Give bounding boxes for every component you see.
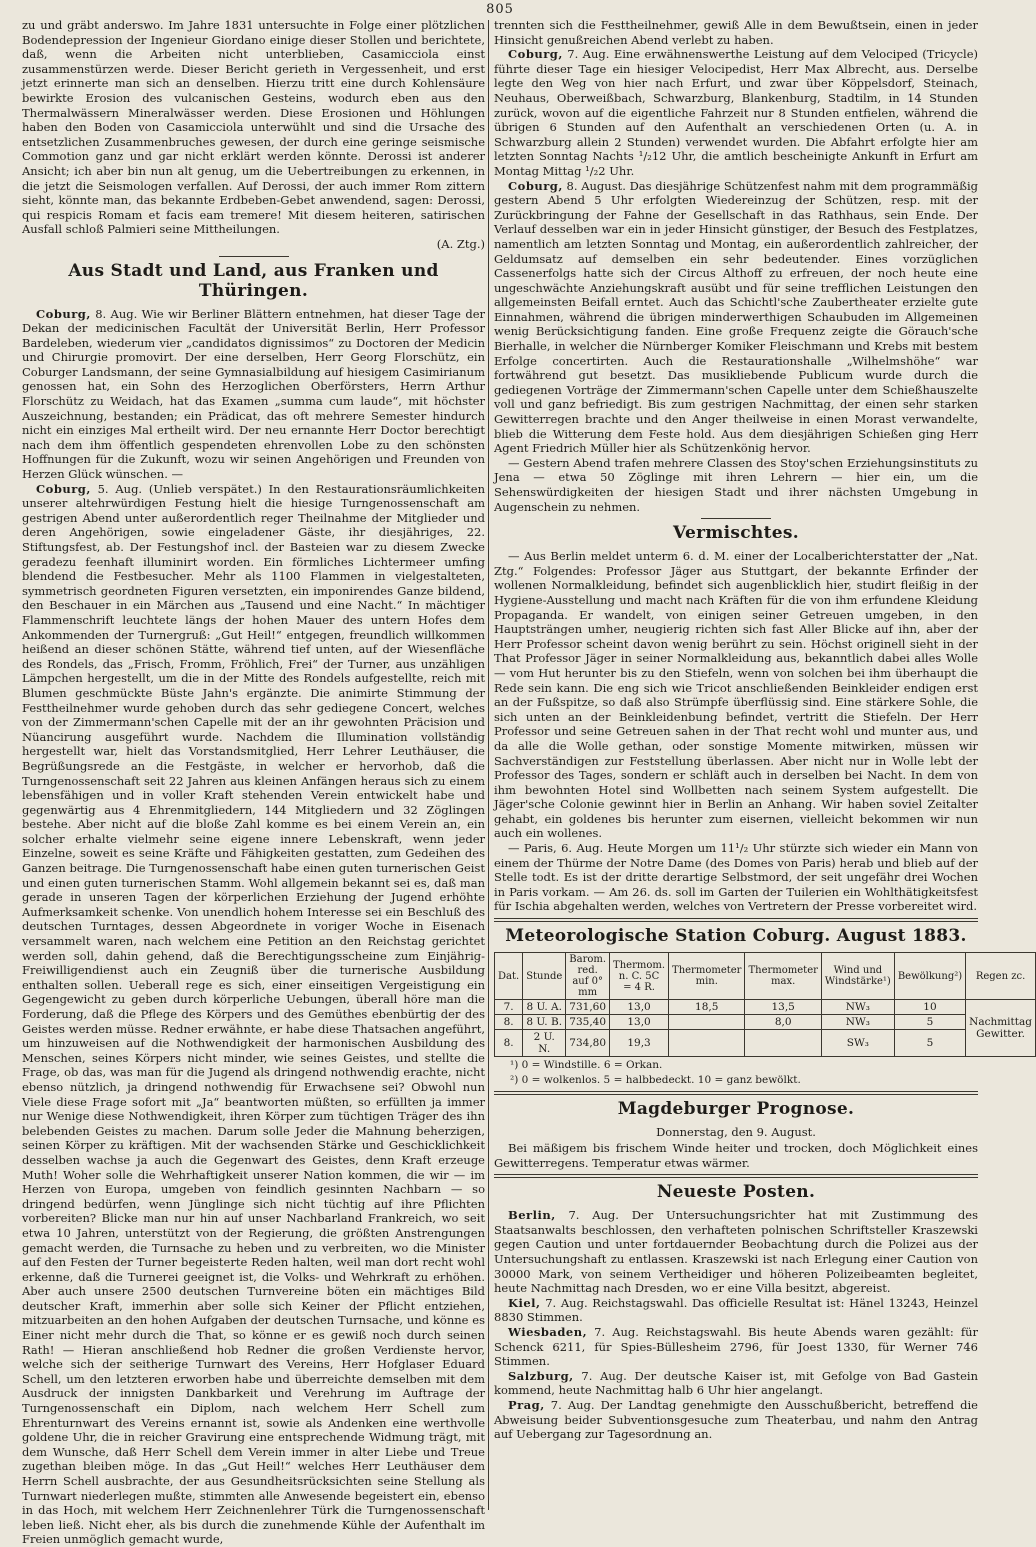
cell: 8 U. B.: [523, 1015, 566, 1030]
cell: NW₃: [821, 1015, 894, 1030]
divider: [494, 1174, 978, 1178]
page-number: 805: [486, 2, 514, 17]
cell: 18,5: [669, 1000, 745, 1015]
cell: 13,5: [745, 1000, 821, 1015]
forecast-text: Bei mäßigem bis frischem Winde heiter und trocken, doch Möglichkeit eines Gewitterregens. Temperatur etwas wärmer.: [494, 1141, 978, 1170]
col-header: Regen zc.: [966, 953, 1036, 1000]
section-heading-news: Neueste Posten.: [656, 1182, 816, 1203]
section-heading-misc: Vermischtes.: [673, 523, 799, 544]
cell: 13,0: [610, 1000, 669, 1015]
dateline-place: Prag,: [508, 1397, 545, 1412]
cell: 19,3: [610, 1030, 669, 1057]
article-body: 7. Aug. Der Untersuchungsrichter hat mit Zustimmung des Staatsanwalts beschlossen, den verhafteten polnischen Schriftsteller Kraszewski gegen Caution und unter fortdauernder Beobachtung durch die Polizei aus der Untersuchungshaft zu entlassen. Kraszewski ist nach Erlegung einer Caution von 30000 Mark, von seinem Vertheidiger und höheren Polizeibeamten begleitet, heute Nachmittag nach Dresden, wo er eine Villa besitzt, abgereist.: [494, 1208, 978, 1296]
col-header: Thermometer max.: [745, 953, 821, 1000]
dateline-place: Coburg,: [36, 481, 91, 496]
article-paris: — Paris, 6. Aug. Heute Morgen um 11¹/₂ Uhr stürzte sich wieder ein Mann von einem der Thürme der Notre Dame (des Domes von Paris) herab und blieb auf der Stelle todt. Es ist der dritte derartige Selbstmord, der seit ungefähr drei Wochen in Paris vorkam. — Am 26. ds. soll im Garten der Tuilerien ein Wohlthätigkeitsfest für Ischia abgehalten werden, welches von Vertretern der Presse vorbereitet wird.: [494, 841, 978, 914]
dateline-place: Wiesbaden,: [508, 1324, 588, 1339]
article-body: 8. Aug. Wie wir Berliner Blättern entnehmen, hat dieser Tage der Dekan der medicinischen Facultät der Universität Berlin, Herr Professor Bardeleben, wiederum vier „candidatos dignissimos“ zu Doctoren der Medicin und Chirurgie promovirt. Der eine derselben, Herr Georg Florschütz, ein Coburger Landsmann, der seine Gymnasialbildung auf hiesigem Casimirianum genossen hat, ein Sohn des Herzoglichen Oberförsters, Herrn Arthur Florschütz zu Weidach, hat das Examen „summa cum laude“, mit höchster Auszeichnung, bestanden; ein Prädicat, das oft mehrere Semester hindurch nicht ein einziges Mal ertheilt wird. Der neu ernannte Herr Doctor berechtigt nach dem ihm öffentlich gespendeten ehrenvollen Lobe zu den schönsten Hoffnungen für die Zukunft, wozu wir seinen Angehörigen und Freunden von Herzen Glück wünschen. —: [22, 306, 485, 482]
cell: 7.: [495, 1000, 523, 1015]
cell: 10: [894, 1000, 965, 1015]
dateline-place: Salzburg,: [508, 1368, 574, 1383]
cell: 8.: [495, 1030, 523, 1057]
news-prag: [494, 1398, 978, 1442]
divider: [494, 918, 978, 922]
cell: Nachmittag Gewitter.: [966, 1000, 1036, 1057]
dateline-place: Berlin,: [508, 1208, 556, 1223]
cell: 8,0: [745, 1015, 821, 1030]
article-body: 5. Aug. (Unlieb verspätet.) In den Restaurationsräumlichkeiten unserer altehrwürdigen Festung hielt die hiesige Turngenossenschaft am gestrigen Abend unter außerordentlich reger Theilnahme der Mitglieder und deren Angehörigen, sowie eingeladener Gäste, ihr diesjähriges, 22. Stiftungsfest, ab. Der Festungshof incl. der Basteien war zu diesem Zwecke geradezu feenhaft illuminirt worden. Ein förmliches Lichtermeer umfing blendend die Festbesucher. Mehr als 1100 Flammen in vielgestalteten, symmetrisch geordneten Figuren versetzten, ein imponirendes Ganze bildend, den Beschauer in ein Märchen aus „Tausend und eine Nacht.“ In mächtiger Flammenschrift leuchtete längs der hohen Mauer des untern Hofes dem Ankommenden der Turnergruß: „Gut Heil!“ entgegen, freundlich willkommen heißend an dieser schönen Stätte, während tief unten, auf der Wiesenfläche des Rondels, das „Frisch, Fromm, Fröhlich, Frei“ der Turner, aus unzähligen Lämpchen hergestellt, um die in der Mitte des Rondels aufgestellte, reich mit Blumen geschmückte Büste Jahn's ergänzte. Die animirte Stimmung der Festtheilnehmer wurde gehoben durch das sehr gediegene Concert, welches von der Zimmermann'schen Capelle mit der an ihr gewohnten Präcision und Nüancirung ausgeführt wurde. Nachdem die Illumination vollständig hergestellt war, hielt das Vorstandsmitglied, Herr Lehrer Leuthäuser, die Begrüßungsrede an die Festgäste, in welcher er hervorhob, daß die Turngenossenschaft seit 22 Jahren aus kleinen Anfängen heraus sich zu einem lebensfähigen und in voller Kraft stehenden Verein entwickelt habe und gegenwärtig aus 4 Ehrenmitgliedern, 144 Mitgliedern und 32 Zöglingen bestehe. Aber nicht auf die bloße Zahl komme es bei einem Verein an, ein solcher erhalte vielmehr seine eigene innere Lebenskraft, wenn jeder Einzelne, soweit es seine Kräfte und Fähigkeiten gestatten, zum Gedeihen des Ganzen beitrage. Die Turngenossenschaft habe einen guten turnerischen Geist und einen guten turnerischen Stamm. Wohl allgemein bekannt sei es, daß man gerade in unseren Tagen der körperlichen Erziehung der Jugend erhöhte Aufmerksamkeit schenke. Von unendlich hohem Interesse sei ein Beschluß des deutschen Turntages, dessen Abgeordnete in voriger Woche in Eisenach versammelt waren, nach welchem eine Petition an den Reichstag gerichtet werden soll, dahin gehend, daß die Berechtigungsscheine zum Einjährig-Freiwilligendienst auch ein Zeugniß über die turnerische Ausbildung enthalten sollen. Ueberall rege es sich, einer einseitigen Vergeistigung ein Gegengewicht zu geben durch körperliche Uebungen, überall höre man die Forderung, daß die Pflege des Körpers und des Gemüthes ebenbürtig der des Geistes werden müsse. Redner erwähnte, er habe diese Thatsachen angeführt, um hinzuweisen auf die Nothwendigkeit der harmonischen Ausbildung des Menschen, seines Körpers nicht minder, wie seines Geistes, und stellte die Frage, ob das, was man für die Jugend als dringend nothwendig erachte, nicht ebenso nützlich, ja dringend nothwendig für Erwachsene sei? Obwohl nun Viele diese Frage sofort mit „Ja“ beantworten müßten, so erfüllten ja immer nur Wenige diese Nothwendigkeit, ihren Körper zum tüchtigen Träger des ihn belebenden Geistes zu machen. Darum solle Jeder die Mahnung beherzigen, seinen Körper zu kräftigen. Mit der wachsenden Stärke und Geschicklichkeit desselben wachse ja auch die Gegenwart des Geistes, denn Kraft erzeuge Muth! Woher solle die Wehrhaftigkeit unserer Nation kommen, die wir — im Herzen von Europa, umgeben von feindlich gesinnten Nachbarn — so dringend bedürfen, wenn Jünglinge sich nicht tüchtig auf ihre Pflichten vorbereiten? Blicke man nur hin auf unser Nachbarland Frankreich, wo seit etwa 10 Jahren, unterstützt von der Regierung, die größten Anstrengungen gemacht werden, die Turnsache zu heben und zu verbreiten, wo die Minister auf den Festen der Turner begeisterte Reden halten, weil man dort recht wohl erkenne, daß die Turnerei geeignet ist, die Volks- und Wehrkraft zu erhöhen. Aber auch unsere 2500 deutschen Turnvereine böten ein mächtiges Bild deutscher Kraft, immerhin aber solle sich Keiner der Pflicht entziehen, mitzuarbeiten an den hohen Aufgaben der deutschen Turnsache, und könne es Einer nicht mehr durch die That, so könne er es gewiß noch durch seinen Rath! — Hieran anschließend hob Redner die großen Verdienste hervor, welche sich der seitherige Turnwart des Vereins, Herr Hofglaser Eduard Schell, um den letzteren erworben habe und überreichte demselben mit dem Ausdruck der innigsten Dankbarkeit und Verehrung im Auftrage der Turngenossenschaft ein Diplom, nach welchem Herr Schell zum Ehrenturnwart des Vereins ernannt ist, sowie als Andenken eine werthvolle goldene Uhr, die in reicher Gravirung eine entsprechende Widmung trägt, mit dem Wunsche, daß Herr Schell dem Verein immer in alter Liebe und Treue zugethan bleiben möge. In das „Gut Heil!“ welches Herr Leuthäuser dem Herrn Schell ausbrachte, der aus Gesundheitsrücksichten seine Stellung als Turnwart niederlegen mußte, stimmten alle Anwesende begeistert ein, ebenso in das Hoch, mit welchem Herr Zeichnenlehrer Türk die Turngenossenschaft leben ließ. Nicht eher, als bis durch die zunehmende Kühle der Aufenthalt im Freien unmöglich gemacht wurde,: [22, 481, 485, 1547]
dateline-place: Coburg,: [508, 178, 563, 193]
dateline-place: Coburg,: [508, 47, 563, 62]
table-row: [495, 1015, 1036, 1030]
section-heading-local: Aus Stadt und Land, aus Franken und Thüringen.: [68, 260, 439, 301]
news-salzburg: [494, 1369, 978, 1398]
article-body: 8. August. Das diesjährige Schützenfest nahm mit dem programmäßig gestern Abend 5 Uhr erfolgten Wiedereinzug der Schützen, resp. mit der Zurückbringung der Fahne der Gesellschaft in das Rathhaus, sein Ende. Der Verlauf desselben war ein in jeder Hinsicht günstiger, der Besuch des Festplatzes, namentlich am letzten Sonntag und Montag, ein außerordentlich zahlreicher, der Geldumsatz auf demselben ein sehr bedeutender. Eines vorzüglichen Cassenerfolgs hatte sich der Circus Althoff zu erfreuen, der noch heute eine ungeschwächte Anziehungskraft ausübt und für seine trefflichen Leistungen den allgemeinsten Beifall erntet. Auch das Schichtl'sche Zaubertheater erzielte gute Einnahmen, während die übrigen minderwerthigen Schaubuden im Allgemeinen wenig Berücksichtigung fanden. Eine große Frequenz zeigte die Görauch'sche Bierhalle, in welcher die Nürnberger Komiker Fleischmann und Krebs mit bestem Erfolge concertirten. Auch die Restaurationshalle „Wilhelmshöhe“ war fortwährend gut besetzt. Das musikliebende Publicum wurde durch die gediegenen Vorträge der Zimmermann'schen Capelle unter dem Schießhauszelte voll und ganz befriedigt. Bis zum gestrigen Nachmittag, der einen sehr starken Gewitterregen brachte und den Anger theilweise in einen Morast verwandelte, blieb die Witterung dem Feste hold. Aus dem diesjährigen Schießen ging Herr Agent Friedrich Müller hier als Schützenkönig hervor.: [494, 178, 978, 456]
cell: 5: [894, 1030, 965, 1057]
cell: 2 U. N.: [523, 1030, 566, 1057]
article-coburg-schuetzenfest: [494, 179, 978, 456]
weather-table: [494, 952, 1036, 1057]
right-column: [494, 18, 1032, 1512]
dateline-place: Coburg,: [36, 306, 91, 321]
article-coburg-velociped: [494, 47, 978, 178]
news-kiel: [494, 1296, 978, 1325]
table-footnote: ²) 0 = wolkenlos. 5 = halbbedeckt. 10 = ganz bewölkt.: [510, 1074, 801, 1087]
cell: 5: [894, 1015, 965, 1030]
article-body: 7. Aug. Reichstagswahl. Das officielle Resultat ist: Hänel 13243, Heinzel 8830 Stimmen.: [494, 1295, 978, 1325]
cell: SW₃: [821, 1030, 894, 1057]
article-coburg-turnfest: [22, 482, 485, 1547]
col-header: Thermom. n. C. 5C = 4 R.: [610, 953, 669, 1000]
article-body: 7. Aug. Eine erwähnenswerthe Leistung auf dem Velociped (Tricycle) führte dieser Tage ein hiesiger Velocipedist, Herr Max Albrecht, aus. Derselbe legte den Weg von hier nach Erfurt, und zwar über Köppelsdorf, Steinach, Neuhaus, Oberweißbach, Schwarzburg, Blankenburg, Stadtilm, in 14 Stunden zurück, wovon auf die eigentliche Fahrzeit nur 8 Stunden entfielen, während die übrigen 6 Stunden auf den Aufenthalt an verschiedenen Orten (u. A. in Schwarzburg allein 2 Stunden) verwendet wurden. Die Abfahrt erfolgte hier am letzten Sonntag Nachts ¹/₂12 Uhr, die amtlich bescheinigte Ankunft in Erfurt am Montag Mittag ¹/₂2 Uhr.: [494, 47, 978, 178]
article-continuation: trennten sich die Festtheilnehmer, gewiß Alle in dem Bewußtsein, einen in jeder Hinsicht genußreichen Abend verlebt zu haben.: [494, 18, 978, 47]
news-berlin: [494, 1208, 978, 1296]
cell: 8.: [495, 1015, 523, 1030]
cell: [669, 1015, 745, 1030]
source-signature: (A. Ztg.): [436, 236, 485, 251]
table-row: [495, 1030, 1036, 1057]
article-body: 7. Aug. Der Landtag genehmigte den Ausschußbericht, betreffend die Abweisung beider Subventionsgesuche zum Theaterbau, und nahm den Antrag auf Uebergang zur Tagesordnung an.: [494, 1397, 978, 1442]
cell: 731,60: [566, 1000, 610, 1015]
cell: NW₃: [821, 1000, 894, 1015]
article-continuation: zu und gräbt anderswo. Im Jahre 1831 untersuchte in Folge einer plötzlichen Bodendepression der Ingenieur Giordano einige dieser Stollen und berichtete, daß, wenn die Arbeiten nicht unterblieben, Casamicciola einst zusammenstürzen werde. Dieser Bericht gerieth in Vergessenheit, und erst jetzt erinnerte man sich an denselben. Hierzu tritt eine durch Kohlensäure bewirkte Erosion des vulcanischen Gesteins, wodurch eben aus den Thermalwässern Mineralwässer werden. Diese Erosionen und Höhlungen haben den Boden von Casamicciola unterwühlt und sind die Ursache des entsetzlichen Zusammenbruches gewesen, der durch eine geringe seismische Commotion ganz und gar nicht erklärt werden könnte. Derossi ist anderer Ansicht; ich aber bin nun alt genug, um die Uebertreibungen zu erkennen, in die jetzt die Seismologen verfallen. Auf Derossi, der auch immer Rom zittern sieht, könnte man, das bekannte Erdbeben-Gebet anwendend, sagen: Derossi, qui respicis Romam et facis eam tremere! Mit diesem heiteren, satirischen Ausfall schloß Palmieri seine Mittheilungen.: [22, 18, 485, 237]
cell: 735,40: [566, 1015, 610, 1030]
news-wiesbaden: [494, 1325, 978, 1369]
weather-table-header: [495, 953, 1036, 1000]
article-berlin-jaeger: — Aus Berlin meldet unterm 6. d. M. einer der Localberichterstatter der „Nat. Ztg.“ Folgendes: Professor Jäger aus Stuttgart, der bekannte Erfinder der wollenen Normalkleidung, befindet sich augenblicklich hier, studirt fleißig in der Hygiene-Ausstellung und macht nach Kräften für die von ihm erfundene Kleidung Propaganda. Er wandelt, von einigen seiner Getreuen umgeben, in den Hauptsträngen umher, neugierig richten sich fast Aller Blicke auf ihn, aber der Herr Professor scheint davon wenig berührt zu sein. Höchst originell sieht in der That Professor Jäger in seiner Normalkleidung aus, bekanntlich dabei alles Wolle — vom Hut herunter bis zu den Stiefeln, wenn von solchen bei ihm überhaupt die Rede sein kann. Die eng sich wie Tricot anschließenden Beinkleider endigen erst an der Fußspitze, so daß also Strümpfe überflüssig sind. Eine stärkere Sohle, die sich unten an der Beinkleidenbung befindet, vertritt die Stiefeln. Der Herr Professor und seine Getreuen sahen in der That recht wohl und munter aus, und da alle die Wolle gethan, oder sonstige Momente mitwirken, müssen wir Sachverständigen zur Feststellung überlassen. Aber nicht nur in Wolle lebt der Professor des Tages, sondern er schläft auch in derselben bei Nacht. In dem von ihm bewohnten Hotel sind Wollbetten nach seinem System aufgestellt. Die Jäger'sche Colonie gewinnt hier in Berlin an Anhang. Wir haben soviel Zeitalter gehabt, ein goldenes bis herunter zum eisernen, vielleicht bekommen wir nun auch ein wollenes.: [494, 549, 978, 841]
section-heading-weather: Meteorologische Station Coburg. August 1883.: [505, 926, 967, 947]
cell: 8 U. A.: [523, 1000, 566, 1015]
divider: [494, 1091, 978, 1095]
article-stoy-institute: — Gestern Abend trafen mehrere Classen des Stoy'schen Erziehungsinstituts zu Jena — etwa 50 Zöglinge mit ihren Lehrern — hier ein, um die Sehenswürdigkeiten der hiesigen Stadt und ihrer nächsten Umgebung in Augenschein zu nehmen.: [494, 455, 978, 514]
cell: 734,80: [566, 1030, 610, 1057]
col-header: Bewölkung²): [894, 953, 965, 1000]
cell: [669, 1030, 745, 1057]
cell: 13,0: [610, 1015, 669, 1030]
forecast-date: Donnerstag, den 9. August.: [656, 1125, 816, 1140]
left-column: [22, 18, 485, 1547]
article-coburg-doctors: [22, 307, 485, 482]
col-header: Thermometer min.: [669, 953, 745, 1000]
divider: [219, 256, 289, 257]
col-header: Stunde: [523, 953, 566, 1000]
cell: [745, 1030, 821, 1057]
article-body: 7. Aug. Der deutsche Kaiser ist, mit Gefolge von Bad Gastein kommend, heute Nachmittag halb 6 Uhr hier angelangt.: [494, 1368, 978, 1398]
table-row: [495, 1000, 1036, 1015]
article-body: 7. Aug. Reichstagswahl. Bis heute Abends waren gezählt: für Schenck 6211, für Spies-Büllesheim 2796, für Joest 1330, für Werner 746 Stimmen.: [494, 1324, 978, 1369]
col-header: Dat.: [495, 953, 523, 1000]
column-divider: [488, 20, 489, 1510]
col-header: Wind und Windstärke¹): [821, 953, 894, 1000]
col-header: Barom. red. auf 0° mm: [566, 953, 610, 1000]
dateline-place: Kiel,: [508, 1295, 541, 1310]
section-heading-forecast: Magdeburger Prognose.: [617, 1099, 855, 1120]
table-footnote: ¹) 0 = Windstille. 6 = Orkan.: [510, 1059, 663, 1072]
divider: [701, 518, 771, 519]
